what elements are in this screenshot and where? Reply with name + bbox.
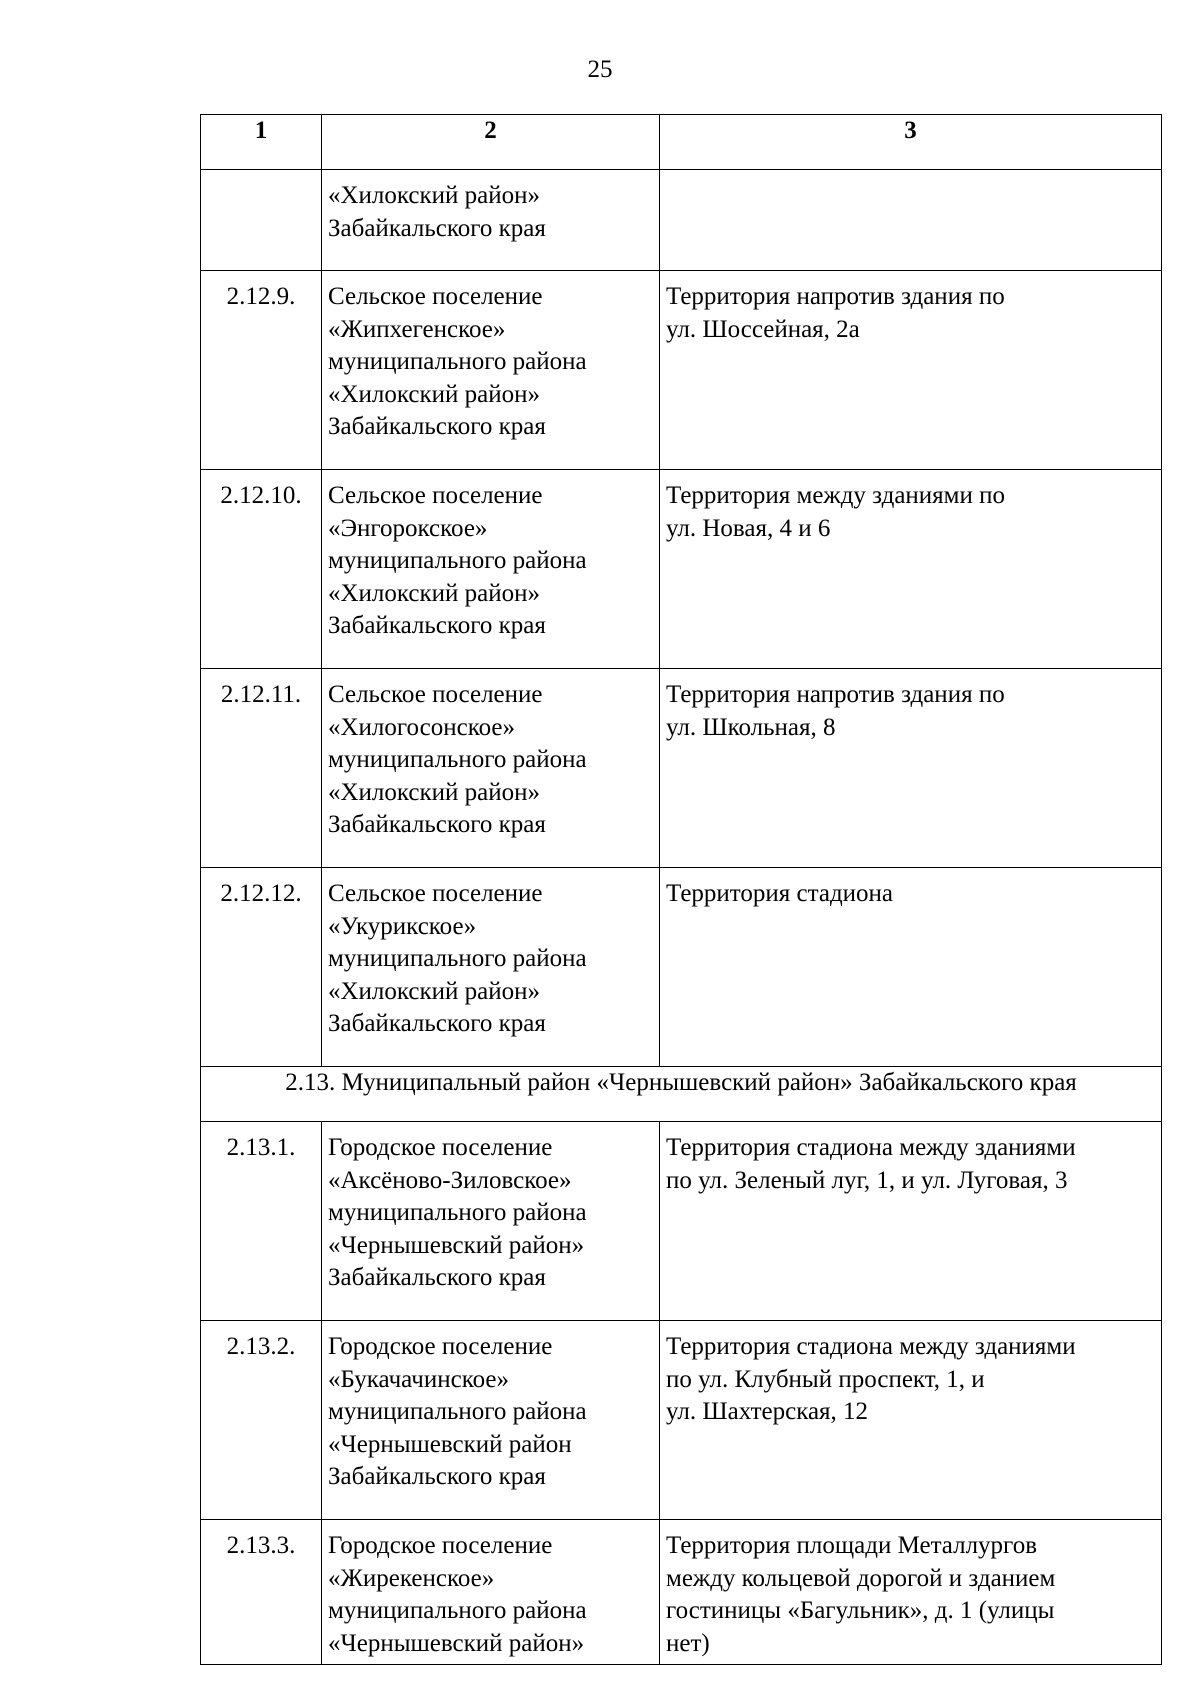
text-line: муниципального района — [328, 1199, 587, 1226]
row-number: 2.12.12. — [201, 868, 322, 1067]
settlement-name — [322, 1520, 660, 1665]
text-line: по ул. Клубный проспект, 1, и — [666, 1365, 985, 1393]
location-description — [660, 170, 1162, 271]
text-line: Территория стадиона — [666, 880, 894, 907]
settlement-name — [322, 1122, 660, 1321]
text-line: гостиницы «Багульник», д. 1 (улицы — [666, 1597, 1055, 1624]
text-line: Территория напротив здания по — [666, 681, 1005, 708]
table-row — [201, 868, 1162, 1067]
text-line: Территория площади Металлургов — [666, 1532, 1037, 1559]
regions-table — [200, 114, 1162, 1665]
text-line: Городское поселение — [328, 1134, 553, 1161]
table-row — [201, 470, 1162, 669]
text-line: Городское поселение — [328, 1532, 553, 1559]
text-line: Территория стадиона между зданиями — [666, 1134, 1076, 1161]
text-line: Территория между зданиями по — [666, 482, 1006, 509]
section-header-row — [201, 1067, 1162, 1122]
text-line: ул. Шахтерская, 12 — [666, 1398, 869, 1425]
row-number: 2.12.9. — [201, 271, 322, 470]
row-number: 2.12.10. — [201, 470, 322, 669]
settlement-name — [322, 170, 660, 271]
table-header-row — [201, 115, 1162, 170]
location-description — [660, 669, 1162, 868]
row-number: 2.13.3. — [201, 1520, 322, 1665]
text-line: муниципального района — [328, 348, 587, 375]
text-line: «Хилогосонское» — [328, 713, 516, 741]
location-description — [660, 271, 1162, 470]
text-line: муниципального района — [328, 945, 587, 972]
text-line: между кольцевой дорогой и зданием — [666, 1564, 1056, 1592]
text-line: «Хилокский район» — [328, 182, 541, 209]
text-line: Забайкальского края — [328, 1264, 546, 1291]
text-line: Городское поселение — [328, 1333, 553, 1360]
page-number: 25 — [587, 56, 613, 83]
text-line: ул. Шоссейная, 2а — [666, 315, 860, 343]
column-header: 2 — [322, 115, 660, 170]
text-line: ул. Школьная, 8 — [666, 713, 836, 741]
text-line: муниципального района — [328, 547, 587, 574]
text-line: «Жирекенское» — [328, 1564, 495, 1592]
settlement-name — [322, 669, 660, 868]
text-line: Забайкальского края — [328, 1010, 546, 1037]
table-row — [201, 1122, 1162, 1321]
text-line: Забайкальского края — [328, 1463, 546, 1490]
text-line: Сельское поселение — [328, 681, 543, 708]
table-row — [201, 1520, 1162, 1665]
text-line: Сельское поселение — [328, 283, 543, 310]
text-line: Сельское поселение — [328, 482, 543, 509]
text-line: нет) — [666, 1629, 710, 1657]
text-line: «Хилокский район» — [328, 579, 541, 607]
text-line: «Чернышевский район» — [328, 1231, 585, 1259]
table-row — [201, 271, 1162, 470]
text-line: «Хилокский район» — [328, 380, 541, 408]
location-description — [660, 868, 1162, 1067]
row-number: 2.13.2. — [201, 1321, 322, 1520]
text-line: «Жипхегенское» — [328, 315, 506, 343]
settlement-name — [322, 271, 660, 470]
text-line: «Энгорокское» — [328, 514, 488, 542]
text-line: муниципального района — [328, 1597, 587, 1624]
row-number: 2.12.11. — [201, 669, 322, 868]
text-line: Территория стадиона между зданиями — [666, 1333, 1076, 1360]
text-line: муниципального района — [328, 1398, 587, 1425]
text-line: Территория напротив здания по — [666, 283, 1005, 310]
text-line: ул. Новая, 4 и 6 — [666, 514, 831, 542]
text-line: «Чернышевский район — [328, 1430, 572, 1458]
text-line: «Укурикское» — [328, 912, 477, 940]
text-line: «Аксёново-Зиловское» — [328, 1166, 572, 1194]
text-line: «Чернышевский район» — [328, 1629, 585, 1657]
location-description — [660, 1122, 1162, 1321]
section-title: 2.13. Муниципальный район «Чернышевский район» Забайкальского края — [201, 1067, 1162, 1122]
table-row-continuation — [201, 170, 1162, 271]
column-header: 1 — [201, 115, 322, 170]
settlement-name — [322, 868, 660, 1067]
location-description — [660, 1321, 1162, 1520]
text-line: Забайкальского края — [328, 612, 546, 639]
text-line: Забайкальского края — [328, 811, 546, 838]
table-row — [201, 669, 1162, 868]
text-line: по ул. Зеленый луг, 1, и ул. Луговая, 3 — [666, 1166, 1068, 1194]
column-header: 3 — [660, 115, 1162, 170]
settlement-name — [322, 470, 660, 669]
row-number — [201, 170, 322, 271]
text-line: «Букачачинское» — [328, 1365, 509, 1393]
text-line: «Хилокский район» — [328, 977, 541, 1005]
text-line: Забайкальского края — [328, 413, 546, 440]
text-line: муниципального района — [328, 746, 587, 773]
text-line: Забайкальского края — [328, 214, 546, 242]
table-row — [201, 1321, 1162, 1520]
row-number: 2.13.1. — [201, 1122, 322, 1321]
text-line: Сельское поселение — [328, 880, 543, 907]
text-line: «Хилокский район» — [328, 778, 541, 806]
settlement-name — [322, 1321, 660, 1520]
location-description — [660, 470, 1162, 669]
location-description — [660, 1520, 1162, 1665]
